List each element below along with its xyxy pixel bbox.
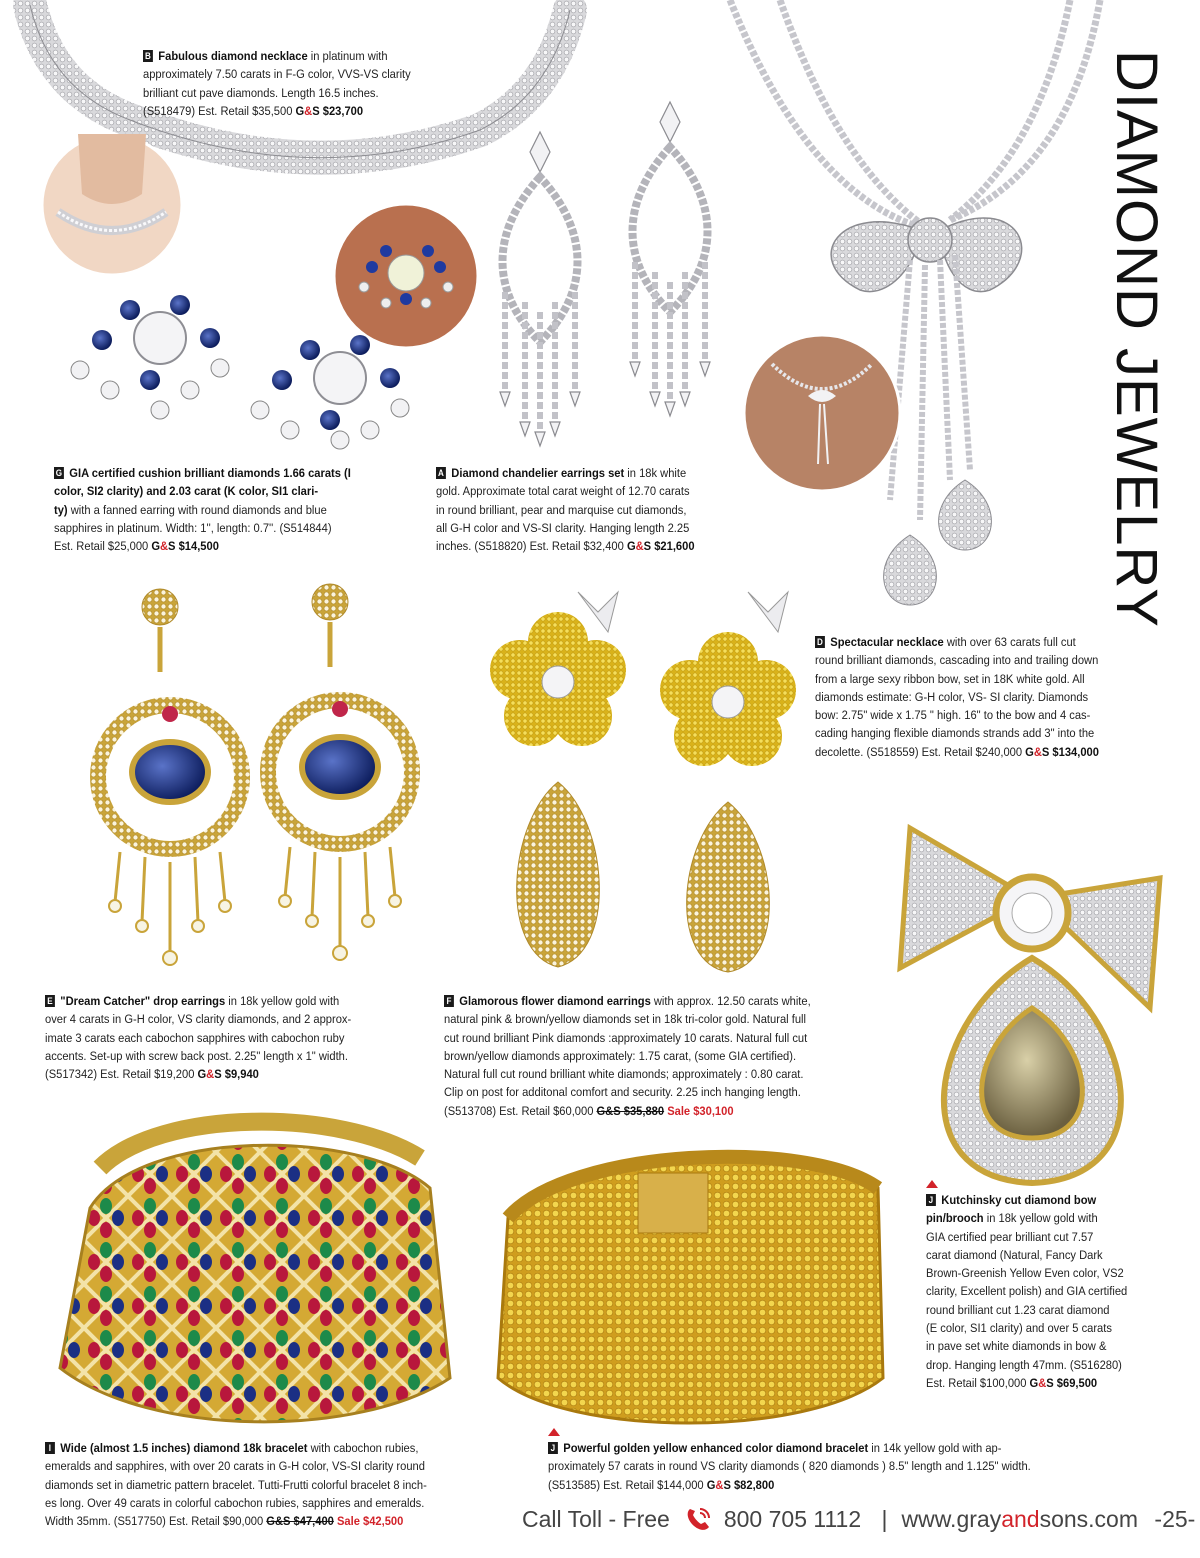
model-wearing-necklace-image: [38, 134, 186, 276]
item-i-description: I Wide (almost 1.5 inches) diamond 18k bracelet with cabochon rubies, emeralds and sapphires, with over 20 carats in G-H color, VS-SI clarity round diamonds set in diametric pattern bracelet. Tutti-Frutti colorful bracelet 8 inch- es long. Over 49 carats in colorful cabochon rubies, sapphires and emeralds. Width 35mm. (S517750) Est. Retail $90,000 G&S $47,400 Sale $42,500: [45, 1441, 427, 1529]
item-badge: A: [436, 467, 446, 479]
item-badge: F: [444, 995, 454, 1007]
item-name: GIA certified cushion brilliant diamonds 1.66 carats (I: [69, 466, 351, 480]
item-j-brooch-description: J Kutchinsky cut diamond bow pin/brooch in 18k yellow gold with GIA certified pear brilliant cut 7.57 carat diamond (Natural, Fancy Dark Brown-Greenish Yellow Even color, VS2 clarity, Excellent polish) and GIA certified round brilliant cut 1.23 carat diamond (E color, SI1 clarity) and over 5 carats in pave set white diamonds in bow & drop. Hanging length 47mm. (S516280) Est. Retail $100,000 G&S $69,500: [926, 1193, 1128, 1390]
sapphire-diamond-fanned-earrings-image: [50, 290, 430, 450]
item-b-description: B Fabulous diamond necklace in platinum with approximately 7.50 carats in F-G color, VVS-VS clarity brilliant cut pave diamonds. Length 16.5 inches. (S518479) Est. Retail $35,500 G&S $23,700: [143, 49, 411, 118]
item-a-description: A Diamond chandelier earrings set in 18k white gold. Approximate total carat weight of 12.70 carats in round brilliant, pear and marquise cut diamonds, all G-H color and VS-SI clarity. Hanging length 2.25 inches. (S518820) Est. Retail $32,400 G&S $21,600: [436, 466, 695, 554]
yellow-diamond-bracelet-image: [488, 1128, 888, 1440]
item-badge: I: [45, 1442, 55, 1454]
gs-price: G&S $23,700: [295, 103, 364, 118]
item-g-description: G GIA certified cushion brilliant diamonds 1.66 carats (I color, SI2 clarity) and 2.03 carat (K color, SI1 clari- ty) with a fanned earring with round diamonds and blue sapphires in platinum. Width: 1'', length: 0.7''. (S514844) Est. Retail $25,000 G&S $14,500: [54, 466, 351, 554]
item-badge: J: [548, 1442, 558, 1454]
item-name: Glamorous flower diamond earrings: [459, 994, 651, 1008]
gs-price: G&S $69,500: [1029, 1375, 1098, 1390]
phone-number[interactable]: 800 705 1112: [723, 1506, 862, 1532]
item-j-bracelet-description: J Powerful golden yellow enhanced color diamond bracelet in 14k yellow gold with ap- proximately 57 carats in round VS clarity diamonds ( 820 diamonds ) 8.5" length and 1.125" width. (S513585) Est. Retail $144,000 G&S $82,800: [548, 1441, 1031, 1492]
toll-free-label: Call Toll - Free: [522, 1506, 670, 1532]
gs-price: G&S $9,940: [197, 1067, 259, 1082]
original-price: G&S $47,400: [266, 1514, 334, 1529]
up-arrow-icon: [548, 1428, 560, 1436]
flower-diamond-earrings-image: [488, 582, 808, 976]
item-name: Fabulous diamond necklace: [158, 49, 308, 63]
item-name: "Dream Catcher" drop earrings: [60, 994, 226, 1008]
item-badge: G: [55, 468, 63, 478]
diamond-bow-brooch-image: [890, 818, 1175, 1188]
item-name: Spectacular necklace: [830, 635, 944, 649]
section-title: DIAMOND JEWELRY: [1104, 50, 1169, 628]
item-e-description: E "Dream Catcher" drop earrings in 18k yellow gold with over 4 carats in G-H color, VS clarity diamonds, and 2 approx- imate 3 carats each cabochon sapphires with cabochon ruby accents. Set-up with screw back post. 2.25" length x 1" width. (S517342) Est. Retail $19,200 G&S $9,940: [45, 994, 352, 1082]
tutti-frutti-gold-bracelet-image: [40, 1108, 460, 1438]
page-footer: [522, 1506, 1195, 1538]
gs-price: G&S $134,000: [1025, 744, 1099, 759]
dream-catcher-drop-earrings-image: [90, 582, 420, 982]
item-name: Wide (almost 1.5 inches) diamond 18k bracelet: [60, 1441, 308, 1455]
phone-icon: [684, 1506, 712, 1538]
website-url[interactable]: www.grayandsons.com: [901, 1506, 1139, 1532]
diamond-chandelier-earrings-image: [470, 92, 740, 452]
up-arrow-icon: [926, 1180, 938, 1188]
item-name: Diamond chandelier earrings set: [451, 466, 625, 480]
item-badge: B: [143, 50, 153, 62]
item-badge: E: [45, 995, 55, 1007]
item-d-description: D Spectacular necklace with over 63 carats full cut round brilliant diamonds, cascading into and trailing down from a large sexy ribbon bow, set in 18K white gold. All diamonds estimate: G-H color, VS- SI clarity. Diamonds bow: 2.75" wide x 1.75 " high. 16" to the bow and 4 cas- cading hanging flexible diamonds strands add 3" into the decolette. (S518559) Est. Retail $240,000 G&S $134,000: [815, 635, 1099, 759]
gs-price: G&S $21,600: [626, 539, 695, 554]
sale-price: Sale $30,100: [664, 1103, 734, 1118]
original-price: G&S $35,880: [596, 1103, 665, 1118]
gs-price: G&S $82,800: [706, 1477, 775, 1492]
ribbon-bow-necklace-image: [720, 0, 1120, 610]
footer-separator: |: [881, 1506, 888, 1532]
sale-price: Sale $42,500: [333, 1514, 404, 1529]
item-badge: J: [926, 1194, 936, 1206]
model-wearing-bow-necklace-image: [742, 334, 902, 492]
page-number: -25-: [1154, 1506, 1196, 1532]
item-name: Powerful golden yellow enhanced color diamond bracelet: [563, 1441, 869, 1455]
item-name: Kutchinsky cut diamond bow: [941, 1193, 1097, 1207]
item-badge: D: [815, 636, 825, 648]
gs-price: G&S $14,500: [151, 539, 219, 554]
item-f-description: F Glamorous flower diamond earrings with approx. 12.50 carats white, natural pink & brown/yellow diamonds set in 18k tri-color gold. Natural full cut round brilliant Pink diamonds :approximately 10 carats. Natural full cut brown/yellow diamonds approximately: 1.75 carat, (some GIA certified). Natural full cut round brilliant white diamonds; approximately : 0.80 carat. Clip on post for additonal comfort and security. 2.25 inch hanging length. (S513708) Est. Retail $60,000 G&S $35,880 Sale $30,100: [444, 994, 811, 1118]
